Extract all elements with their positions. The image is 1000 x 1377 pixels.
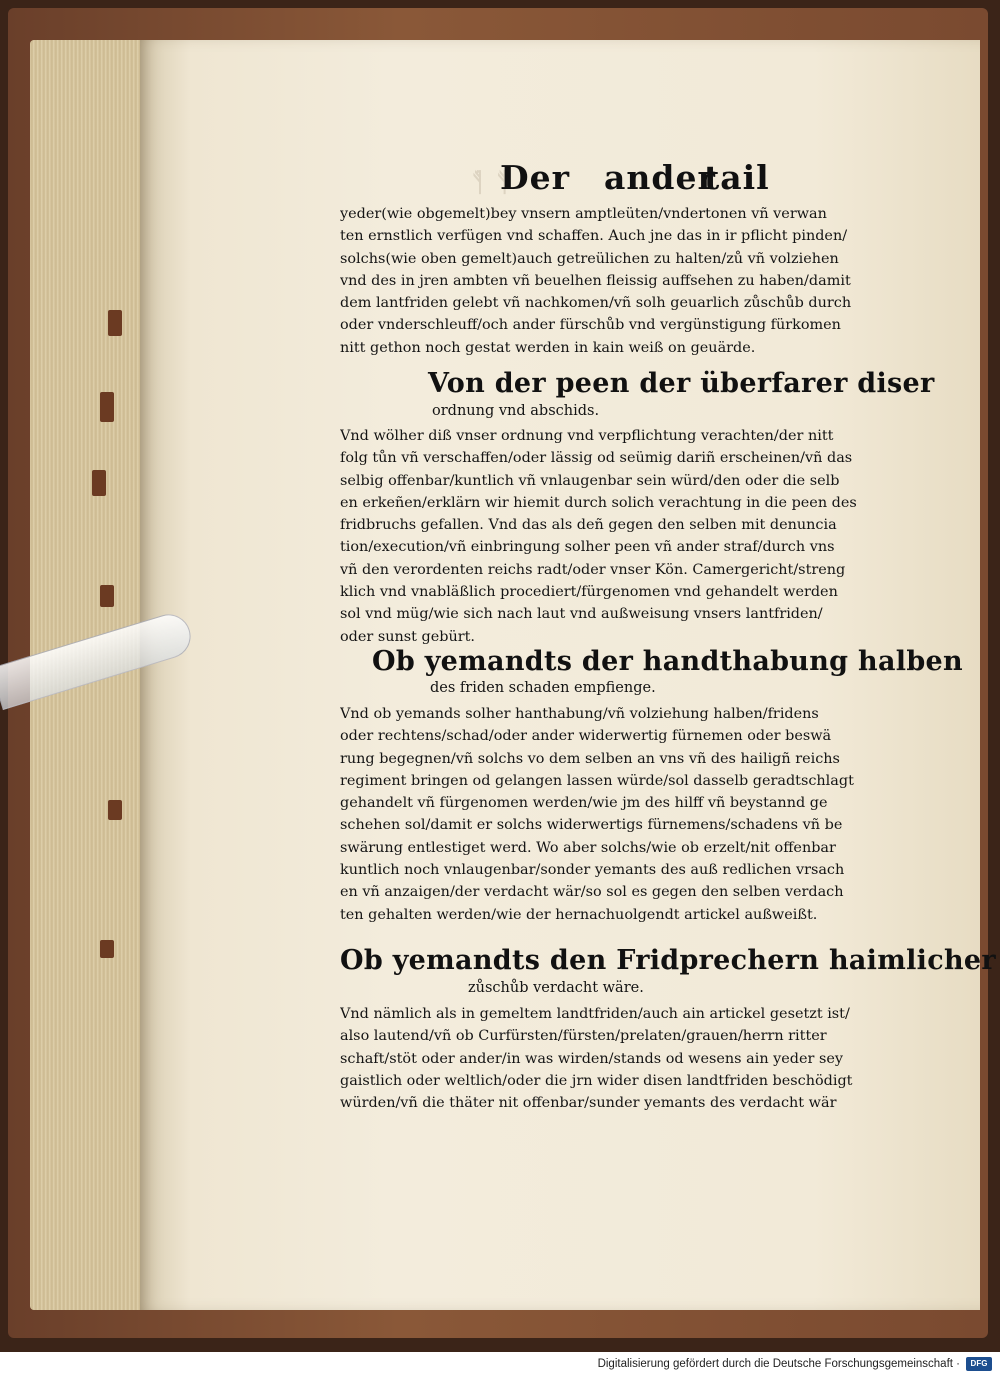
text-line: Vnd nämlich als in gemeltem landtfriden/auch ain artickel gesetzt ist/ xyxy=(340,1006,850,1022)
text-line: nitt gethon noch gestat werden in kain weiß on geuärde. xyxy=(340,339,756,356)
text-line: schaft/stöt oder ander/in was wirden/stands od wesens ain yeder sey xyxy=(340,1050,844,1067)
section-subheading: zůschůb verdacht wäre. xyxy=(468,980,644,996)
text-line: also lautend/vñ ob Curfürsten/fürsten/prelaten/grauen/herrn ritter xyxy=(340,1028,827,1045)
footer-bar xyxy=(0,1352,1000,1377)
index-tab xyxy=(108,310,122,336)
dfg-logo: DFG xyxy=(966,1357,992,1371)
paragraph-2 xyxy=(340,425,908,648)
index-tab xyxy=(100,585,114,607)
text-line: vnd des in jren ambten vñ beuelhen fleissig auffsehen zu haben/damit xyxy=(340,272,851,289)
text-line: en vñ anzaigen/der verdacht wär/so sol es gegen den selben verdach xyxy=(340,884,844,901)
index-tab xyxy=(100,392,114,422)
text-line: regiment bringen od gelangen lassen würde/sol dasselb geradtschlagt xyxy=(340,772,854,789)
text-line: yeder(wie obgemelt)bey vnsern amptleüten/vndertonen vñ verwan xyxy=(340,206,827,222)
text-line: oder sunst gebürt. xyxy=(340,628,475,645)
text-line: tion/execution/vñ einbringung solher peen vñ ander straf/durch vns xyxy=(340,539,835,556)
running-head-word: ander xyxy=(604,158,716,197)
running-head-word: tail xyxy=(704,158,770,197)
text-line: rung begegnen/vñ solchs vo dem selben an vns vñ des hailigñ reichs xyxy=(340,750,840,767)
text-line: solchs(wie oben gemelt)auch getreülichen zu halten/zů vñ volziehen xyxy=(340,250,839,267)
text-line: kuntlich noch vnlaugenbar/sonder yemants des auß redlichen vrsach xyxy=(340,862,845,879)
paragraph-4 xyxy=(340,1003,908,1114)
section-heading: Ob yemandts den Fridprechern haimlicher xyxy=(340,945,996,976)
section-heading: Ob yemandts der handthabung halben xyxy=(372,646,963,677)
bleed-through-decoration: ᚠ ᚡ xyxy=(470,168,511,198)
section-heading: Von der peen der überfarer diser xyxy=(428,368,935,399)
text-line: schehen sol/damit er solchs widerwertigs fürnemens/schadens vñ be xyxy=(340,817,843,834)
text-line: Vnd ob yemands solher hanthabung/vñ volziehung halben/fridens xyxy=(340,706,819,722)
running-head-word: Der xyxy=(500,158,570,197)
text-line: gaistlich oder weltlich/oder die jrn wider disen landtfriden beschödigt xyxy=(340,1072,853,1089)
text-line: würden/vñ die thäter nit offenbar/sunder yemants des verdacht wär xyxy=(340,1095,837,1112)
text-line: gehandelt vñ fürgenomen werden/wie jm des hilff vñ beystannd ge xyxy=(340,795,828,812)
text-line: vñ den verordenten reichs radt/oder vnser Kön. Camergericht/streng xyxy=(340,561,846,578)
text-line: oder vnderschleuff/och ander fürschůb vnd vergünstigung fürkomen xyxy=(340,317,841,334)
paragraph-3 xyxy=(340,703,908,926)
section-subheading: ordnung vnd abschids. xyxy=(432,403,600,419)
text-line: ten ernstlich verfügen vnd schaffen. Auch jne das in ir pflicht pinden/ xyxy=(340,228,848,245)
index-tab xyxy=(108,800,122,820)
section-subheading: des friden schaden empfienge. xyxy=(430,680,656,696)
text-line: folg tůn vñ verschaffen/oder lässig od seümig dariñ erscheinen/vñ das xyxy=(340,450,853,467)
text-line: oder rechtens/schad/oder ander widerwertig fürnemen oder beswä xyxy=(340,728,832,745)
index-tab xyxy=(92,470,106,496)
text-line: en erkeñen/erklärn wir hiemit durch solich verachtung in die peen des xyxy=(340,494,857,511)
index-tab xyxy=(100,940,114,958)
text-line: ten gehalten werden/wie der hernachuolgendt artickel außweißt. xyxy=(340,906,818,923)
text-line: swärung entlestiget werd. Wo aber solchs/wie ob erzelt/nit offenbar xyxy=(340,839,836,856)
text-line: selbig offenbar/kuntlich vñ vnlaugenbar sein würd/den oder die selb xyxy=(340,472,840,489)
text-line: dem lantfriden gelebt vñ nachkomen/vñ solh geuarlich zůschůb durch xyxy=(340,295,852,312)
text-line: sol vnd müg/wie sich nach laut vnd außweisung vnsers lantfriden/ xyxy=(340,606,823,623)
text-line: klich vnd vnabläßlich procediert/fürgenomen vnd gehandelt werden xyxy=(340,584,838,601)
text-line: fridbruchs gefallen. Vnd das als deñ gegen den selben mit denuncia xyxy=(340,517,837,534)
text-line: Vnd wölher diß vnser ordnung vnd verpflichtung verachten/der nitt xyxy=(340,428,834,444)
funding-credit: Digitalisierung gefördert durch die Deutsche Forschungsgemeinschaft · xyxy=(597,1358,960,1370)
running-head xyxy=(500,158,770,197)
paragraph-1 xyxy=(340,203,908,359)
